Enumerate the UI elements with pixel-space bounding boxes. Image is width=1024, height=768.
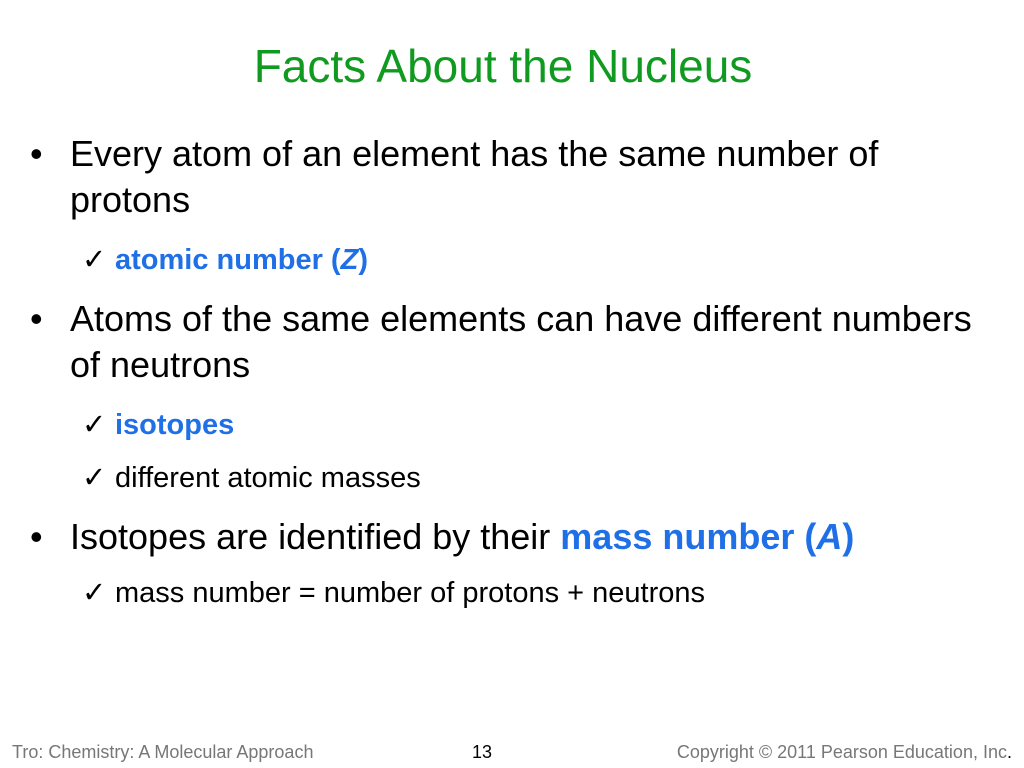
term-mass-number: mass number (A): [560, 516, 855, 557]
sub-text: mass number = number of protons + neutrons: [115, 577, 705, 609]
bullet-2: [30, 296, 1000, 388]
bullet-1-text: Every atom of an element has the same number of protons: [70, 133, 879, 220]
checkmark-icon: ✓: [82, 577, 107, 609]
bullet-2-text: Atoms of the same elements can have different numbers of neutrons: [70, 298, 972, 385]
checkmark-icon: ✓: [82, 462, 107, 494]
page-number: 13: [472, 742, 493, 762]
term-isotopes: isotopes: [115, 409, 235, 441]
bullet-1: [30, 131, 1000, 223]
checkmark-icon: ✓: [82, 409, 107, 441]
bullet-3-sub-1: [82, 575, 982, 611]
bullet-1-sub-1: [82, 242, 982, 278]
bullet-dot: •: [30, 133, 43, 174]
slide-title: Facts About the Nucleus: [253, 40, 753, 92]
term-atomic-number: atomic number (Z): [115, 244, 368, 276]
bullet-3-text: Isotopes are identified by their mass number (A): [70, 516, 855, 557]
sub-text: different atomic masses: [115, 462, 421, 494]
bullet-dot: •: [30, 516, 43, 557]
bullet-2-sub-1: [82, 407, 982, 443]
checkmark-icon: ✓: [82, 244, 107, 276]
bullet-dot: •: [30, 298, 43, 339]
bullet-2-sub-2: [82, 460, 982, 496]
footer-left: Tro: Chemistry: A Molecular Approach: [12, 742, 314, 762]
footer-right: Copyright © 2011 Pearson Education, Inc.: [676, 742, 1012, 762]
bullet-3: [30, 514, 1000, 560]
